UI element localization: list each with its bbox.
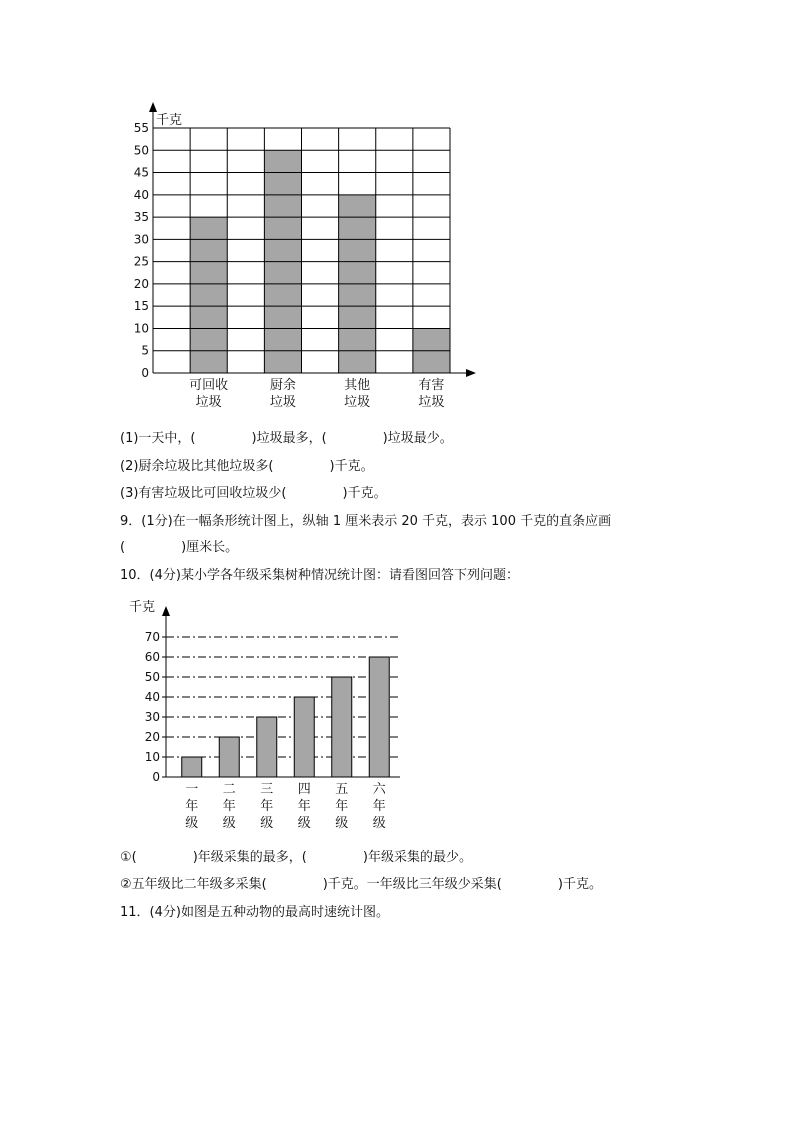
q8-s2-a: (2)厨余垃圾比其他垃圾多( bbox=[120, 459, 274, 474]
x-category-label: 级 bbox=[260, 816, 274, 831]
x-category-label: 级 bbox=[297, 816, 311, 831]
q9-l2-b: )厘米长。 bbox=[181, 540, 239, 555]
x-category-label: 厨余 bbox=[269, 378, 296, 393]
x-category-label: 年 bbox=[260, 799, 274, 814]
x-category-label: 年 bbox=[372, 799, 386, 814]
q8-s1-a: (1)一天中，( bbox=[120, 431, 196, 446]
q10-s1-b: )年级采集的最多，( bbox=[192, 850, 307, 865]
y-tick-label: 50 bbox=[144, 670, 160, 684]
q11-title: 11．(4分)如图是五种动物的最高时速统计图。 bbox=[120, 905, 389, 920]
q10-s2-a: ②五年级比二年级多采集( bbox=[120, 877, 267, 892]
x-category-label: 其他 bbox=[344, 378, 371, 393]
bar bbox=[219, 737, 239, 777]
x-category-label: 年 bbox=[297, 799, 311, 814]
q10-s2-b: )千克。一年级比三年级少采集( bbox=[322, 877, 502, 892]
x-category-label: 五 bbox=[335, 782, 349, 797]
y-axis-label: 千克 bbox=[129, 600, 156, 615]
y-tick-label: 40 bbox=[144, 690, 160, 704]
y-tick-label: 20 bbox=[133, 276, 149, 291]
q10-s1-c: )年级采集的最少。 bbox=[362, 850, 472, 865]
x-category-label: 垃圾 bbox=[418, 395, 445, 410]
bar bbox=[257, 717, 277, 777]
x-category-label: 级 bbox=[372, 816, 386, 831]
x-category-label: 级 bbox=[335, 816, 349, 831]
x-category-label: 可回收 bbox=[189, 378, 229, 393]
y-tick-label: 10 bbox=[133, 321, 149, 336]
x-category-label: 年 bbox=[185, 799, 199, 814]
y-tick-label: 55 bbox=[133, 121, 149, 135]
y-tick-label: 10 bbox=[144, 750, 160, 764]
q8-s3-a: (3)有害垃圾比可回收垃圾少( bbox=[120, 486, 287, 501]
q10-line-2 bbox=[120, 873, 602, 892]
y-tick-label: 0 bbox=[141, 366, 149, 380]
x-category-label: 六 bbox=[372, 782, 386, 797]
y-tick-label: 5 bbox=[141, 343, 149, 358]
y-tick-label: 30 bbox=[133, 232, 149, 247]
y-tick-label: 15 bbox=[133, 299, 149, 314]
y-tick-label: 20 bbox=[144, 730, 160, 744]
q8-s2-b: )千克。 bbox=[329, 459, 374, 474]
bar bbox=[294, 697, 314, 777]
q8-s1-b: )垃圾最多，( bbox=[251, 431, 327, 446]
bar bbox=[369, 657, 389, 777]
x-category-label: 级 bbox=[222, 816, 236, 831]
x-category-label: 垃圾 bbox=[269, 395, 296, 410]
x-category-label: 四 bbox=[297, 782, 311, 797]
q10-title: 10．(4分)某小学各年级采集树种情况统计图：请看图回答下列问题： bbox=[120, 568, 519, 583]
x-category-label: 三 bbox=[260, 782, 274, 797]
y-tick-label: 70 bbox=[144, 630, 160, 644]
x-category-label: 垃圾 bbox=[195, 395, 222, 410]
y-tick-label: 40 bbox=[133, 187, 149, 202]
bar bbox=[332, 677, 352, 777]
q10-line-1 bbox=[120, 846, 472, 865]
x-category-label: 垃圾 bbox=[344, 395, 371, 410]
y-axis-arrow bbox=[162, 606, 170, 616]
x-category-label: 年 bbox=[335, 799, 349, 814]
q10-s2-c: )千克。 bbox=[557, 877, 602, 892]
q10-s1-a: ①( bbox=[120, 850, 137, 865]
q8-s1-c: )垃圾最少。 bbox=[382, 431, 453, 446]
q9-l2-a: ( bbox=[120, 540, 126, 555]
y-tick-label: 0 bbox=[152, 770, 160, 784]
x-category-label: 二 bbox=[222, 782, 236, 797]
y-tick-label: 45 bbox=[133, 165, 149, 180]
x-category-label: 年 bbox=[222, 799, 236, 814]
y-tick-label: 35 bbox=[133, 210, 149, 225]
q8-s3-b: )千克。 bbox=[342, 486, 387, 501]
bar bbox=[182, 757, 202, 777]
y-tick-label: 30 bbox=[144, 710, 160, 724]
y-axis-label: 千克 bbox=[156, 113, 183, 128]
x-category-label: 一 bbox=[185, 782, 199, 797]
x-category-label: 有害 bbox=[418, 378, 445, 393]
y-tick-label: 60 bbox=[144, 650, 160, 664]
y-tick-label: 50 bbox=[133, 143, 149, 158]
q9-line-1: 9．(1分)在一幅条形统计图上，纵轴 1 厘米表示 20 千克，表示 100 千克的直条应画 bbox=[120, 514, 612, 529]
x-category-label: 级 bbox=[185, 816, 199, 831]
y-tick-label: 25 bbox=[133, 254, 149, 269]
